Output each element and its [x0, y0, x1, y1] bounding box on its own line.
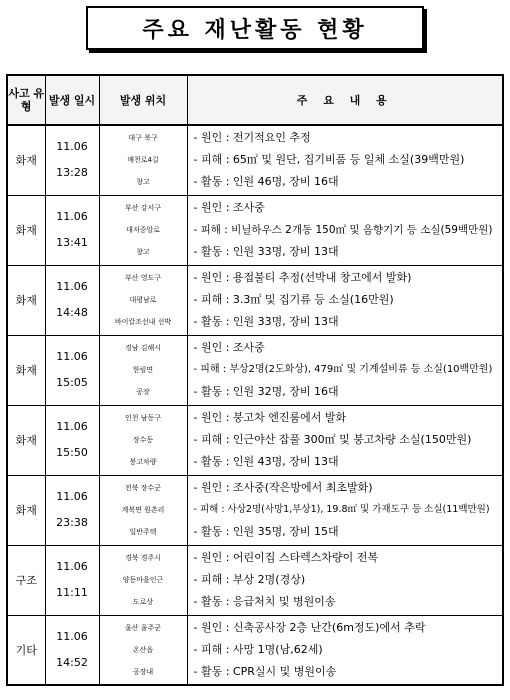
cause-line: - 원인 : 조사중	[193, 201, 265, 214]
incident-type: 화재	[7, 195, 45, 265]
cause-line: - 원인 : 어린이집 스타렉스차량이 전복	[193, 551, 379, 564]
incident-time: 15:50	[56, 446, 88, 459]
page-title: 주요 재난활동 현황	[86, 6, 424, 50]
damage-line: - 피해 : 부상 2명(경상)	[193, 573, 306, 586]
incident-location	[99, 125, 187, 195]
location-line: 붕고차량	[129, 458, 157, 466]
table-body	[7, 125, 503, 685]
incident-date: 11.06	[56, 420, 88, 433]
incident-date: 11.06	[56, 629, 88, 643]
incident-type: 화재	[7, 405, 45, 475]
location-line: 울산 울주군	[124, 623, 162, 632]
incident-time: 23:38	[56, 516, 88, 529]
incident-datetime	[45, 125, 99, 195]
header-type: 사고 유형	[7, 75, 45, 125]
location-line: 공장내	[132, 667, 154, 676]
incident-datetime	[45, 335, 99, 405]
table-row	[7, 545, 503, 615]
location-line: 공장	[136, 388, 150, 396]
damage-line: - 피해 : 부상2명(2도화상), 479㎡ 및 기계설비류 등 소실(10백만원)	[193, 364, 493, 375]
response-line: - 활동 : 인원 32명, 장비 16대	[193, 385, 339, 398]
incident-time: 13:41	[56, 236, 88, 249]
incident-datetime	[45, 615, 99, 685]
table-row	[7, 125, 503, 195]
location-line: 양동마을인근	[122, 576, 164, 584]
incident-details	[187, 195, 503, 265]
location-line: 온산읍	[132, 645, 154, 654]
location-line: 도로상	[132, 598, 154, 606]
incident-details	[187, 125, 503, 195]
incident-location	[99, 615, 187, 685]
incident-datetime	[45, 405, 99, 475]
incident-type: 화재	[7, 335, 45, 405]
incident-date: 11.06	[56, 280, 88, 293]
cause-line: - 원인 : 붕고차 엔진룸에서 발화	[193, 411, 347, 424]
damage-line: - 피해 : 사망 1명(남,62세)	[193, 642, 323, 656]
location-line: 창고	[136, 178, 150, 187]
incident-type: 화재	[7, 475, 45, 545]
incident-time: 13:28	[56, 166, 88, 180]
table-row	[7, 195, 503, 265]
incident-datetime	[45, 475, 99, 545]
location-line: 대구 북구	[128, 134, 158, 143]
response-line: - 활동 : 인원 33명, 장비 13대	[193, 245, 339, 258]
location-line: 전북 장수군	[124, 484, 162, 492]
location-line: 매천로4길	[127, 156, 159, 165]
incident-details	[187, 545, 503, 615]
cause-line: - 원인 : 조사중	[193, 341, 265, 354]
response-line: - 활동 : 인원 33명, 장비 13대	[193, 315, 339, 328]
incident-time: 14:48	[56, 306, 88, 319]
table-header-row	[7, 75, 503, 125]
table-row	[7, 475, 503, 545]
incident-date: 11.06	[56, 140, 88, 154]
table-row	[7, 265, 503, 335]
incident-details	[187, 335, 503, 405]
damage-line: - 피해 : 3.3㎡ 및 집기류 등 소실(16만원)	[193, 293, 394, 306]
incident-type: 화재	[7, 265, 45, 335]
incident-location	[99, 335, 187, 405]
response-line: - 활동 : 응급처치 및 병원이송	[193, 595, 336, 608]
response-line: - 활동 : CPR실시 및 병원이송	[193, 664, 337, 678]
damage-line: - 피해 : 65㎡ 및 원단, 집기비품 등 일체 소실(39백만원)	[193, 153, 465, 167]
incident-location	[99, 545, 187, 615]
incident-date: 11.06	[56, 210, 88, 223]
location-line: 계북면 원촌리	[121, 506, 165, 514]
location-line: 부산 영도구	[124, 274, 162, 282]
header-location: 발생 위치	[99, 75, 187, 125]
incident-type: 화재	[7, 125, 45, 195]
damage-line: - 피해 : 비닐하우스 2개동 150㎡ 및 음향기기 등 소실(59백만원)	[193, 224, 493, 236]
incident-details	[187, 405, 503, 475]
incident-location	[99, 195, 187, 265]
location-line: 바이칼조선내 선박	[114, 318, 172, 326]
incident-type: 기타	[7, 615, 45, 685]
location-line: 장수동	[132, 436, 154, 444]
incident-location	[99, 475, 187, 545]
incident-details	[187, 265, 503, 335]
incident-time: 11:11	[56, 586, 88, 599]
incident-time: 15:05	[56, 376, 88, 389]
location-line: 대평남로	[129, 296, 157, 304]
incident-date: 11.06	[56, 350, 88, 363]
incident-time: 14:52	[56, 655, 88, 669]
location-line: 경북 경주시	[124, 554, 162, 562]
incident-datetime	[45, 545, 99, 615]
response-line: - 활동 : 인원 35명, 장비 15대	[193, 525, 339, 538]
response-line: - 활동 : 인원 46명, 장비 16대	[193, 175, 339, 189]
response-line: - 활동 : 인원 43명, 장비 13대	[193, 455, 339, 468]
cause-line: - 원인 : 조사중(작은방에서 최초발화)	[193, 481, 373, 494]
incident-datetime	[45, 265, 99, 335]
location-line: 일반주택	[129, 528, 157, 536]
incident-location	[99, 265, 187, 335]
location-line: 한림면	[132, 366, 154, 374]
incident-datetime	[45, 195, 99, 265]
table-row	[7, 405, 503, 475]
damage-line: - 피해 : 사상2명(사망1,부상1), 19.8㎡ 및 가재도구 등 소실(11백만원)	[193, 504, 490, 515]
cause-line: - 원인 : 용접불티 추정(선박내 창고에서 발화)	[193, 271, 412, 284]
table-row	[7, 615, 503, 685]
table-row	[7, 335, 503, 405]
header-datetime: 발생 일시	[45, 75, 99, 125]
disaster-activity-table	[6, 74, 504, 686]
incident-details	[187, 475, 503, 545]
location-line: 경남 김해시	[124, 344, 162, 352]
damage-line: - 피해 : 인근야산 잡풀 300㎡ 및 붕고차량 소실(150만원)	[193, 433, 472, 446]
incident-details	[187, 615, 503, 685]
location-line: 대저중앙로	[126, 226, 160, 234]
header-details: 주 요 내 용	[187, 75, 503, 125]
incident-date: 11.06	[56, 490, 88, 503]
incident-date: 11.06	[56, 560, 88, 573]
cause-line: - 원인 : 전기적요인 추정	[193, 131, 311, 145]
location-line: 인천 남동구	[124, 414, 162, 422]
incident-type: 구조	[7, 545, 45, 615]
cause-line: - 원인 : 신축공사장 2층 난간(6m정도)에서 추락	[193, 620, 426, 634]
location-line: 부산 강서구	[124, 204, 162, 212]
incident-location	[99, 405, 187, 475]
location-line: 창고	[136, 248, 150, 256]
